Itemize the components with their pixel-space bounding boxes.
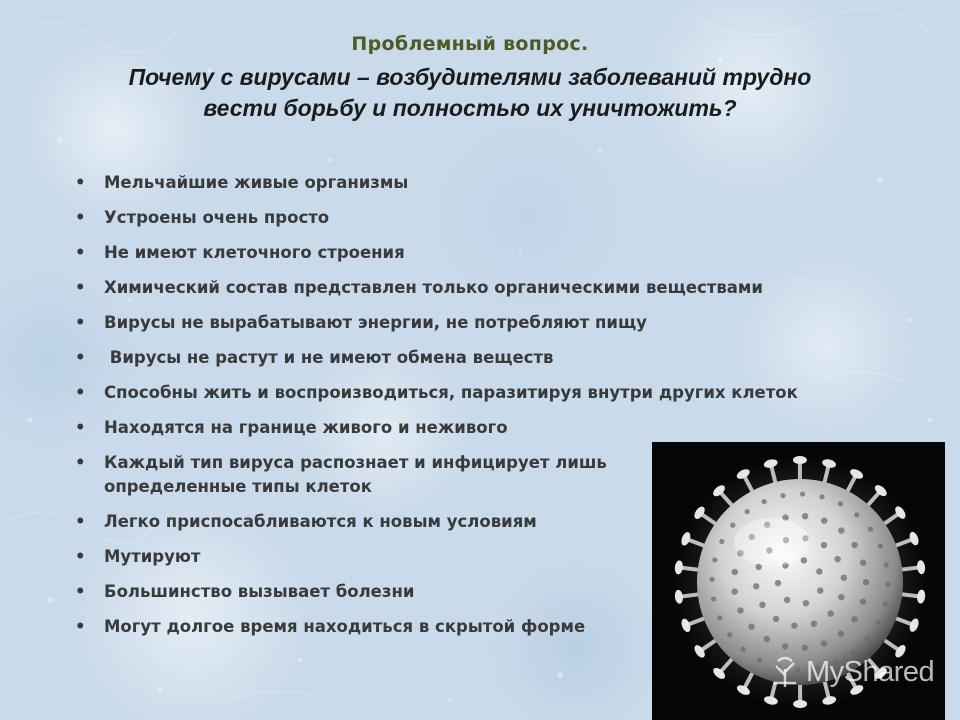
- list-item: [75, 416, 905, 440]
- virus-spike-knob: [793, 700, 807, 708]
- watermark: [768, 655, 934, 689]
- virus-surface-pit: [819, 494, 824, 499]
- virus-surface-pit: [801, 557, 807, 563]
- virus-surface-pit: [838, 501, 843, 506]
- virus-surface-pit: [821, 542, 827, 548]
- slide-question: [40, 62, 900, 124]
- virus-surface-pit: [719, 539, 724, 544]
- virus-surface-pit: [709, 577, 714, 582]
- virus-surface-pit: [868, 527, 873, 532]
- virus-surface-pit: [762, 499, 767, 504]
- tree-logo-icon: [768, 655, 802, 689]
- virus-surface-pit: [759, 602, 765, 608]
- list-item-text: Могут долгое время находиться в скрытой форме: [104, 617, 586, 636]
- list-item: [75, 381, 905, 405]
- bullet-icon: •: [75, 617, 86, 636]
- slide-subtitle: Проблемный вопрос.: [351, 33, 589, 55]
- virus-surface-pit: [748, 624, 754, 630]
- list-item-text: Химический состав представлен только органическими веществами: [104, 278, 763, 297]
- virus-surface-pit: [863, 579, 869, 585]
- virus-surface-pit: [737, 607, 743, 613]
- virus-surface-pit: [712, 557, 717, 562]
- list-item: [75, 206, 905, 230]
- virus-surface-pit: [821, 640, 827, 646]
- list-item-text: Легко приспосабливаются к новым условиям: [104, 512, 537, 531]
- virus-surface-pit: [816, 568, 822, 574]
- virus-surface-pit: [860, 560, 866, 566]
- list-item-text: Каждый тип вируса распознает и инфицирует лишь определенные типы клеток: [104, 453, 607, 496]
- list-item-text: Не имеют клеточного строения: [104, 243, 405, 262]
- list-item-text: Устроены очень просто: [104, 208, 330, 227]
- virus-surface-pit: [782, 643, 788, 649]
- virus-surface-pit: [791, 622, 797, 628]
- virus-surface-pit: [876, 620, 881, 625]
- virus-surface-pit: [741, 647, 746, 652]
- bullet-icon: •: [75, 547, 86, 566]
- virus-surface-pit: [811, 621, 817, 627]
- virus-surface-pit: [800, 491, 805, 496]
- list-item: [75, 171, 905, 195]
- bullet-icon: •: [75, 278, 86, 297]
- virus-surface-pit: [838, 631, 844, 637]
- virus-surface-pit: [732, 588, 738, 594]
- question-line-2: вести борьбу и полностью их уничтожить?: [203, 95, 737, 121]
- virus-surface-pit: [841, 575, 847, 581]
- virus-surface-pit: [773, 616, 779, 622]
- virus-surface-pit: [854, 512, 859, 517]
- list-item-text: Находятся на границе живого и неживого: [104, 418, 508, 437]
- virus-surface-pit: [883, 601, 888, 606]
- virus-surface-pit: [884, 562, 889, 567]
- virus-surface-pit: [817, 587, 823, 593]
- virus-surface-pit: [803, 600, 809, 606]
- bullet-icon: •: [75, 173, 86, 192]
- list-item: [75, 241, 905, 265]
- virus-surface-pit: [860, 598, 866, 604]
- virus-surface-pit: [780, 493, 785, 498]
- virus-surface-pit: [834, 556, 840, 562]
- virus-surface-pit: [885, 582, 890, 587]
- bullet-icon: •: [75, 582, 86, 601]
- list-item-text: Мутируют: [104, 547, 201, 566]
- virus-surface-pit: [711, 596, 716, 601]
- virus-surface-pit: [802, 513, 808, 519]
- bullet-icon: •: [75, 512, 86, 531]
- virus-surface-pit: [730, 523, 735, 528]
- virus-surface-pit: [775, 580, 781, 586]
- list-item-text: Мельчайшие живые организмы: [104, 173, 409, 192]
- virus-surface-pit: [838, 527, 844, 533]
- bullet-icon: •: [75, 418, 86, 437]
- virus-surface-pit: [753, 583, 759, 589]
- bullet-icon: •: [75, 383, 86, 402]
- virus-surface-pit: [851, 616, 857, 622]
- bullet-icon: •: [75, 453, 86, 472]
- bullet-icon: •: [75, 348, 86, 367]
- watermark-text: MyShared: [806, 655, 935, 688]
- virus-surface-pit: [878, 544, 883, 549]
- virus-surface-pit: [802, 645, 808, 651]
- virus-surface-pit: [865, 636, 870, 641]
- question-line-1: Почему с вирусами – возбудителями заболеваний трудно: [128, 64, 812, 90]
- virus-spike-knob: [793, 456, 807, 464]
- virus-surface-pit: [745, 509, 750, 514]
- list-item-text: Вирусы не растут и не имеют обмена веществ: [104, 348, 554, 367]
- virus-surface-pit: [764, 636, 770, 642]
- bullet-icon: •: [75, 313, 86, 332]
- virus-surface-pit: [717, 615, 722, 620]
- list-item: [75, 311, 905, 335]
- virus-surface-pit: [727, 632, 732, 637]
- list-item: [75, 346, 905, 370]
- virus-surface-pit: [784, 597, 790, 603]
- list-item-text: Способны жить и воспроизводиться, паразитируя внутри других клеток: [104, 383, 798, 402]
- bullet-icon: •: [75, 243, 86, 262]
- virus-surface-pit: [732, 569, 738, 575]
- list-item: [75, 276, 905, 300]
- list-item-text: Вирусы не вырабатывают энергии, не потребляют пищу: [104, 313, 647, 332]
- bullet-icon: •: [75, 208, 86, 227]
- virus-surface-pit: [827, 610, 833, 616]
- virus-surface-pit: [757, 658, 762, 663]
- virus-surface-pit: [851, 542, 857, 548]
- virus-surface-pit: [821, 517, 827, 523]
- list-item-text: Большинство вызывает болезни: [104, 582, 415, 601]
- virus-surface-pit: [838, 594, 844, 600]
